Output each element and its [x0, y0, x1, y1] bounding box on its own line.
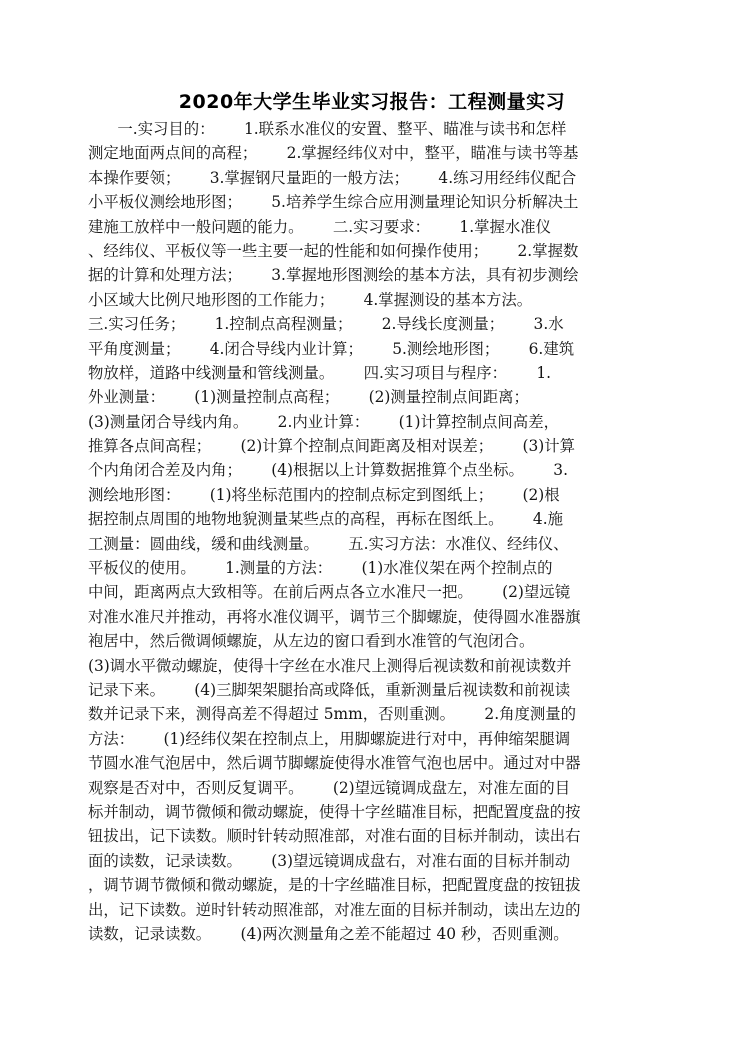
text-line: 物放样，道路中线测量和管线测量。 四.实习项目与程序： 1.	[88, 363, 552, 382]
text-line: 对准水准尺并推动，再将水准仪调平，调节三个脚螺旋，使得圆水准器旗	[88, 607, 581, 626]
text-line: 记录下来。 (4)三脚架架腿抬高或降低，重新测量后视读数和前视读	[88, 680, 571, 699]
text-line: ，调节调节微倾和微动螺旋，是的十字丝瞄准目标，把配置度盘的按钮拔	[88, 876, 581, 895]
text-line: 小平板仪测绘地形图； 5.培养学生综合应用测量理论知识分析解决土	[88, 193, 579, 212]
document-title: 2020年大学生毕业实习报告：工程测量实习	[178, 91, 566, 113]
text-line: 标并制动，调节微倾和微动螺旋，使得十字丝瞄准目标，把配置度盘的按	[88, 802, 581, 821]
text-line: 据控制点周围的地物地貌测量某些点的高程，再标在图纸上。 4.施	[88, 510, 563, 529]
text-line: 平板仪的使用。 1.测量的方法： (1)水准仪架在两个控制点的	[88, 559, 553, 578]
text-line: 本操作要领； 3.掌握钢尺量距的一般方法； 4.练习用经纬仪配合	[88, 168, 577, 187]
text-line: 平角度测量； 4.闭合导线内业计算； 5.测绘地形图； 6.建筑	[88, 339, 575, 358]
text-line: 据的计算和处理方法； 3.掌握地形图测绘的基本方法，具有初步测绘	[88, 266, 579, 285]
document-body	[88, 117, 656, 946]
text-line: 工测量：圆曲线，缓和曲线测量。 五.实习方法：水准仪、经纬仪、	[88, 534, 569, 553]
text-line: 面的读数，记录读数。 (3)望远镜调成盘右，对准右面的目标并制动	[88, 851, 571, 870]
text-line: 观察是否对中，否则反复调平。 (2)望远镜调成盘左，对准左面的目	[88, 778, 571, 797]
text-line: 建施工放样中一般问题的能力。 二.实习要求： 1.掌握水准仪	[88, 217, 552, 236]
text-line: (3)测量闭合导线内角。 2.内业计算： (1)计算控制点间高差，	[88, 412, 559, 431]
text-line: 外业测量： (1)测量控制点高程； (2)测量控制点间距离；	[88, 388, 529, 407]
text-line: 测绘地形图： (1)将坐标范围内的控制点标定到图纸上； (2)根	[88, 485, 560, 504]
text-line: 钮拔出，记下读数。顺时针转动照准部，对准右面的目标并制动，读出右	[88, 827, 581, 846]
text-line: 节圆水准气泡居中，然后调节脚螺旋使得水准管气泡也居中。通过对中器	[88, 754, 581, 773]
text-line: 测定地面两点间的高程； 2.掌握经纬仪对中，整平，瞄准与读书等基	[88, 144, 579, 163]
text-line: 小区域大比例尺地形图的工作能力； 4.掌握测设的基本方法。	[88, 290, 533, 309]
text-line: 三.实习任务； 1.控制点高程测量； 2.导线长度测量； 3.水	[88, 315, 564, 334]
text-line: 数并记录下来，测得高差不得超过 5mm，否则重测。 2.角度测量的	[88, 705, 577, 724]
text-line: 袍居中，然后微调倾螺旋，从左边的窗口看到水准管的气泡闭合。	[88, 632, 535, 651]
text-line: 方法： (1)经纬仪架在控制点上，用脚螺旋进行对中，再伸缩架腿调	[88, 729, 571, 748]
text-line: 推算各点间高程； (2)计算个控制点间距离及相对误差； (3)计算	[88, 437, 576, 456]
text-line: 、经纬仪、平板仪等一些主要一起的性能和如何操作使用； 2.掌握数	[88, 241, 579, 260]
text-line: 个内角闭合差及内角； (4)根据以上计算数据推算个点坐标。 3.	[88, 461, 568, 480]
text-line: (3)调水平微动螺旋，使得十字丝在水准尺上测得后视读数和前视读数并	[88, 656, 572, 675]
text-line: 中间，距离两点大致相等。在前后两点各立水准尺一把。 (2)望远镜	[88, 583, 571, 602]
text-line: 一.实习目的： 1.联系水准仪的安置、整平、瞄准与读书和怎样	[88, 120, 567, 138]
text-line: 出，记下读数。逆时针转动照准部，对准左面的目标并制动，读出左边的	[88, 900, 581, 919]
text-line: 读数，记录读数。 (4)两次测量角之差不能超过 40 秒，否则重测。	[88, 924, 569, 943]
